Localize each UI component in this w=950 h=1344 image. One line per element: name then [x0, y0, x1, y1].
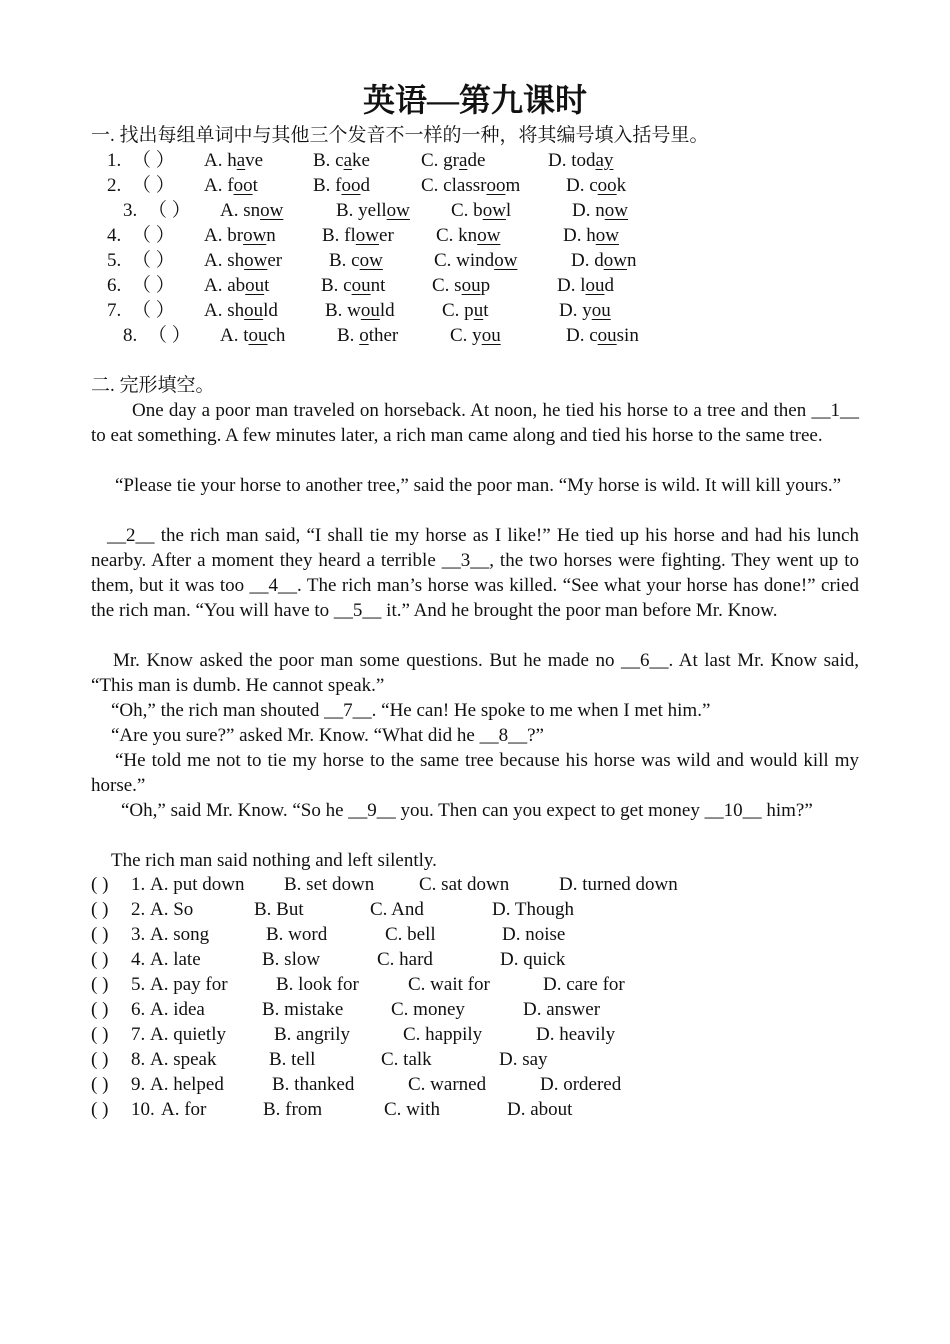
question-number: 5. — [107, 250, 122, 271]
question-number: 10. — [131, 1099, 155, 1120]
option-text: C. s — [432, 275, 462, 296]
answer-option: D. answer — [523, 999, 601, 1020]
option-text: C. kn — [436, 225, 478, 246]
option-text: m — [505, 175, 521, 196]
option-text: ke — [352, 150, 370, 171]
answer-option: A. late — [150, 949, 201, 970]
passage-paragraph-3: __2__ the rich man said, “I shall tie my horse as I like!” He tied up his horse and had his lunch nearby. After a moment they heard a terrible __3__, the two horses were fighting. They went up to them, but it was too __4__. The rich man’s horse was killed. “See what your horse has done!” cried the rich man. “You will have to __5__ it.” And he brought the poor man before Mr. Know. — [91, 525, 859, 621]
underlined-letters: ay — [595, 150, 614, 171]
option-text: B. yell — [336, 200, 387, 221]
passage-paragraph-1: One day a poor man traveled on horseback. At noon, he tied his horse to a tree and then __1__ to eat something. A few minutes later, a rich man came along and tied his horse to the same tree. — [91, 400, 859, 446]
option-text: B. f — [313, 175, 342, 196]
option-text: er — [267, 250, 283, 271]
answer-option: A. So — [150, 899, 194, 920]
option-text: p — [480, 275, 491, 296]
answer-option: A. pay for — [150, 974, 228, 995]
answer-option — [204, 173, 258, 198]
answer-option: A. idea — [150, 999, 205, 1020]
answer-option: A. song — [150, 924, 210, 945]
question-number: 1. — [107, 150, 122, 171]
question-number: 3. — [123, 200, 138, 221]
answer-option — [436, 223, 500, 248]
option-text: D. c — [566, 175, 598, 196]
question-number: 1. — [131, 874, 146, 895]
section2-heading: 二. 完形填空。 — [91, 375, 215, 396]
answer-option: D. turned down — [559, 874, 678, 895]
question-number: 9. — [131, 1074, 146, 1095]
question-number: 2. — [131, 899, 146, 920]
underlined-letters: a — [459, 150, 468, 171]
option-text: A. sh — [204, 300, 245, 321]
question-number: 8. — [131, 1049, 146, 1070]
answer-blank[interactable]: （ ） — [148, 325, 191, 346]
answer-blank[interactable]: （ ） — [132, 225, 175, 246]
answer-option: B. tell — [269, 1049, 316, 1070]
answer-option — [220, 198, 283, 223]
section1-heading: 一. 找出每组单词中与其他三个发音不一样的一种，将其编号填入括号里。 — [91, 125, 709, 146]
answer-option — [329, 248, 383, 273]
answer-option — [451, 198, 511, 223]
option-text: A. sn — [220, 200, 261, 221]
question-number: 4. — [107, 225, 122, 246]
answer-blank[interactable]: ( ) — [91, 899, 109, 920]
passage-paragraph-5: “Oh,” the rich man shouted __7__. “He can! He spoke to me when I met him.” — [111, 700, 711, 721]
answer-option: D. about — [507, 1099, 573, 1120]
answer-option — [325, 298, 395, 323]
underlined-letters: ow — [260, 200, 284, 221]
underlined-letters: oo — [486, 175, 506, 196]
option-text: ther — [368, 325, 399, 346]
answer-option: D. care for — [543, 974, 625, 995]
option-text: D. c — [566, 325, 598, 346]
answer-option: B. mistake — [262, 999, 344, 1020]
option-text: D. l — [557, 275, 586, 296]
underlined-letters: ou — [244, 300, 264, 321]
answer-option: B. set down — [284, 874, 375, 895]
option-text: B. fl — [322, 225, 356, 246]
option-text: ld — [263, 300, 278, 321]
answer-blank[interactable]: ( ) — [91, 974, 109, 995]
answer-option: C. wait for — [408, 974, 490, 995]
answer-blank[interactable]: ( ) — [91, 999, 109, 1020]
option-text: nt — [370, 275, 386, 296]
question-number: 7. — [107, 300, 122, 321]
passage-paragraph-6: “Are you sure?” asked Mr. Know. “What did he __8__?” — [111, 725, 544, 746]
answer-option — [559, 298, 611, 323]
underlined-letters: a — [236, 150, 246, 171]
option-text: C. gr — [421, 150, 459, 171]
answer-blank[interactable]: ( ) — [91, 1074, 109, 1095]
option-text: D. n — [572, 200, 605, 221]
option-text: C. y — [450, 325, 482, 346]
answer-option — [548, 148, 613, 173]
answer-option — [421, 173, 520, 198]
option-text: D. tod — [548, 150, 596, 171]
answer-option: A. quietly — [150, 1024, 226, 1045]
option-text: n — [626, 250, 637, 271]
option-text: B. — [337, 325, 360, 346]
answer-option — [566, 173, 626, 198]
underlined-letters: oo — [341, 175, 361, 196]
answer-option: B. slow — [262, 949, 321, 970]
answer-option — [204, 223, 276, 248]
underlined-letters: ow — [603, 250, 627, 271]
option-text: B. c — [321, 275, 352, 296]
answer-option: B. from — [263, 1099, 323, 1120]
answer-blank[interactable]: （ ） — [132, 275, 175, 296]
underlined-letters: ow — [355, 225, 380, 246]
underlined-letters: ou — [481, 325, 501, 346]
answer-option: C. money — [391, 999, 465, 1020]
option-text: B. w — [325, 300, 361, 321]
underlined-letters: ou — [461, 275, 481, 296]
passage-paragraph-7: “He told me not to tie my horse to the same tree because his horse was wild and would kill my horse.” — [91, 750, 859, 796]
answer-option: B. look for — [276, 974, 359, 995]
answer-option — [572, 198, 628, 223]
option-text: D. h — [563, 225, 596, 246]
answer-option: C. talk — [381, 1049, 432, 1070]
answer-option — [442, 298, 488, 323]
underlined-letters: ow — [359, 250, 383, 271]
answer-option — [434, 248, 517, 273]
option-text: A. sh — [204, 250, 245, 271]
answer-blank[interactable]: （ ） — [148, 200, 191, 221]
answer-option: C. bell — [385, 924, 436, 945]
underlined-letters: ou — [585, 275, 605, 296]
underlined-letters: ow — [494, 250, 518, 271]
answer-option: A. put down — [150, 874, 245, 895]
option-text: t — [483, 300, 489, 321]
answer-option: C. And — [370, 899, 424, 920]
option-text: t — [264, 275, 270, 296]
answer-option: C. hard — [377, 949, 433, 970]
question-number: 6. — [131, 999, 146, 1020]
answer-option: D. quick — [500, 949, 566, 970]
option-text: A. br — [204, 225, 244, 246]
underlined-letters: ow — [477, 225, 501, 246]
option-text: de — [467, 150, 486, 171]
option-text: t — [252, 175, 258, 196]
option-text: A. ab — [204, 275, 246, 296]
option-text: d — [604, 275, 614, 296]
underlined-letters: ow — [595, 225, 619, 246]
underlined-letters: ou — [351, 275, 371, 296]
option-text: B. c — [313, 150, 344, 171]
answer-option — [204, 248, 282, 273]
option-text: ve — [245, 150, 264, 171]
answer-option — [322, 223, 394, 248]
underlined-letters: ou — [591, 300, 611, 321]
option-text: D. d — [571, 250, 604, 271]
passage-paragraph-8: “Oh,” said Mr. Know. “So he __9__ you. Then can you expect to get money __10__ him?” — [121, 800, 813, 821]
answer-option: D. noise — [502, 924, 566, 945]
option-text: er — [379, 225, 394, 246]
answer-option — [204, 298, 278, 323]
answer-option: C. sat down — [419, 874, 510, 895]
option-text: k — [616, 175, 627, 196]
answer-option: D. heavily — [536, 1024, 616, 1045]
underlined-letters: ow — [386, 200, 410, 221]
answer-blank[interactable]: ( ) — [91, 1024, 109, 1045]
answer-option — [563, 223, 619, 248]
question-number: 6. — [107, 275, 122, 296]
question-number: 3. — [131, 924, 146, 945]
option-text: n — [266, 225, 276, 246]
page-title: 英语—第九课时 — [362, 82, 587, 118]
answer-option: D. say — [499, 1049, 548, 1070]
answer-blank[interactable]: ( ) — [91, 949, 109, 970]
answer-option — [571, 248, 636, 273]
option-text: l — [505, 200, 512, 221]
option-text: ch — [267, 325, 286, 346]
option-text: A. f — [204, 175, 234, 196]
answer-option: A. helped — [150, 1074, 224, 1095]
question-number: 5. — [131, 974, 146, 995]
passage-paragraph-9: The rich man said nothing and left silently. — [111, 850, 437, 871]
answer-option — [220, 323, 285, 348]
answer-option — [337, 323, 398, 348]
underlined-letters: ow — [243, 225, 267, 246]
passage-paragraph-2: “Please tie your horse to another tree,” said the poor man. “My horse is wild. It will kill yours.” — [115, 475, 842, 496]
underlined-letters: o — [359, 325, 369, 346]
underlined-letters: ow — [604, 200, 628, 221]
underlined-letters: u — [473, 300, 484, 321]
underlined-letters: ou — [248, 325, 268, 346]
question-number: 4. — [131, 949, 146, 970]
underlined-letters: ou — [245, 275, 265, 296]
answer-blank[interactable]: ( ) — [91, 874, 109, 895]
underlined-letters: ow — [244, 250, 268, 271]
answer-option: A. for — [161, 1099, 207, 1120]
answer-option — [557, 273, 614, 298]
option-text: sin — [616, 325, 639, 346]
question-number: 7. — [131, 1024, 146, 1045]
answer-blank[interactable]: （ ） — [132, 300, 175, 321]
option-text: D. y — [559, 300, 592, 321]
question-number: 8. — [123, 325, 138, 346]
answer-option: B. But — [254, 899, 304, 920]
option-text: d — [360, 175, 370, 196]
answer-option: C. with — [384, 1099, 440, 1120]
answer-blank[interactable]: ( ) — [91, 924, 109, 945]
passage-paragraph-4: Mr. Know asked the poor man some questions. But he made no __6__. At last Mr. Know said, “This man is dumb. He cannot speak.” — [91, 650, 859, 696]
underlined-letters: ou — [360, 300, 380, 321]
answer-option — [313, 148, 370, 173]
answer-option: C. warned — [408, 1074, 487, 1095]
option-text: C. classr — [421, 175, 487, 196]
answer-blank[interactable]: ( ) — [91, 1099, 109, 1120]
underlined-letters: a — [343, 150, 353, 171]
answer-option — [432, 273, 490, 298]
answer-option: D. ordered — [540, 1074, 622, 1095]
question-number: 2. — [107, 175, 122, 196]
answer-blank[interactable]: （ ） — [132, 250, 175, 271]
answer-option — [313, 173, 370, 198]
answer-option — [204, 273, 269, 298]
option-text: B. c — [329, 250, 360, 271]
answer-option — [421, 148, 485, 173]
option-text: C. p — [442, 300, 474, 321]
answer-option: C. happily — [403, 1024, 483, 1045]
answer-option — [204, 148, 263, 173]
answer-option — [336, 198, 410, 223]
answer-option: B. angrily — [274, 1024, 350, 1045]
answer-option: B. thanked — [272, 1074, 355, 1095]
answer-option: A. speak — [150, 1049, 217, 1070]
answer-blank[interactable]: （ ） — [132, 150, 175, 171]
answer-option — [450, 323, 501, 348]
answer-option — [321, 273, 385, 298]
option-text: A. t — [220, 325, 249, 346]
answer-option: B. word — [266, 924, 328, 945]
underlined-letters: ou — [597, 325, 617, 346]
answer-blank[interactable]: ( ) — [91, 1049, 109, 1070]
option-text: A. h — [204, 150, 237, 171]
underlined-letters: oo — [233, 175, 253, 196]
answer-option — [566, 323, 639, 348]
option-text: ld — [379, 300, 395, 321]
underlined-letters: ow — [482, 200, 506, 221]
option-text: C. b — [451, 200, 483, 221]
option-text: C. wind — [434, 250, 495, 271]
answer-option: D. Though — [492, 899, 574, 920]
answer-blank[interactable]: （ ） — [132, 175, 175, 196]
underlined-letters: oo — [597, 175, 617, 196]
